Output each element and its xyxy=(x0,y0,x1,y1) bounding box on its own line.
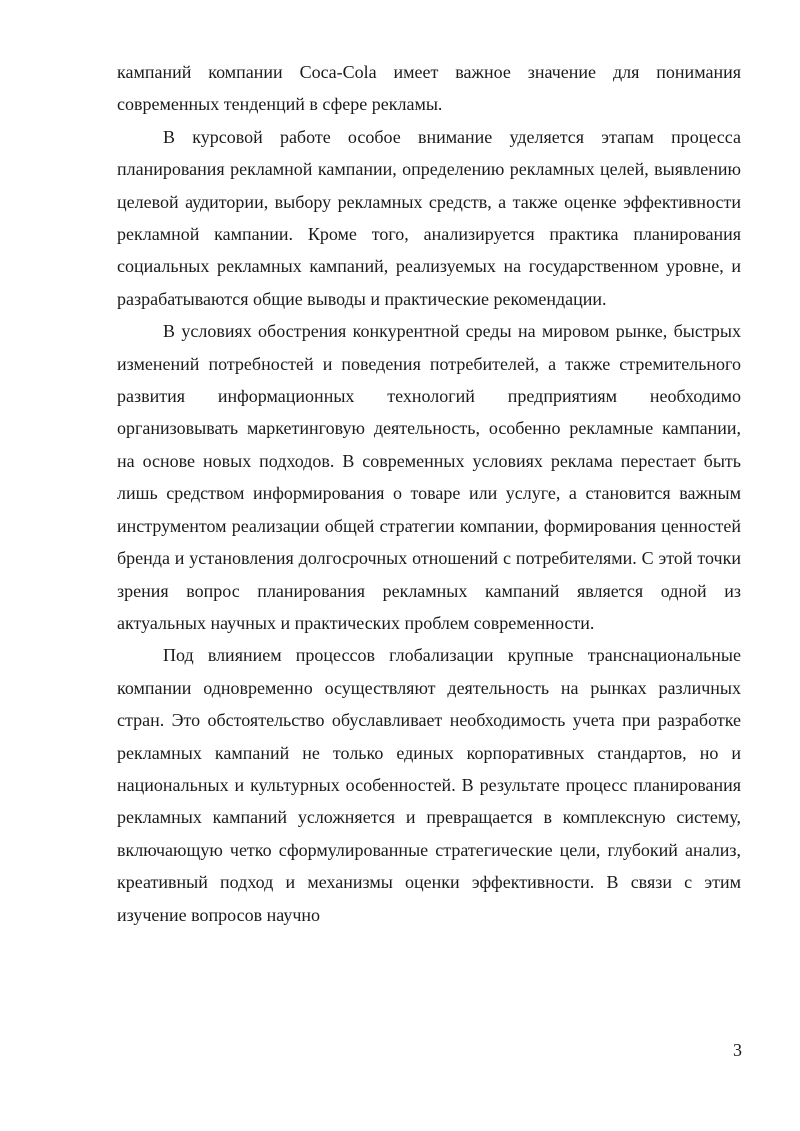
page-number: 3 xyxy=(733,1040,742,1060)
body-text xyxy=(117,56,741,931)
paragraph-continuation: кампаний компании Coca-Cola имеет важное значение для понимания современных тенденций в сфере рекламы. xyxy=(117,62,741,115)
paragraph-competitive-environment: В условиях обострения конкурентной среды на мировом рынке, быстрых изменений потребностей и поведения потребителей, а также стремительного развития информационных технологий предприятиям необходимо организовывать маркетинговую деятельность, особенно рекламные кампании, на основе новых подходов. В современных условиях реклама перестает быть лишь средством информирования о товаре или услуге, а становится важным инструментом реализации общей стратегии компании, формирования ценностей бренда и установления долгосрочных отношений с потребителями. С этой точки зрения вопрос планирования рекламных кампаний является одной из актуальных научных и практических проблем современности. xyxy=(117,321,741,633)
paragraph-coursework-focus: В курсовой работе особое внимание уделяется этапам процесса планирования рекламной кампании, определению рекламных целей, выявлению целевой аудитории, выбору рекламных средств, а также оценке эффективности рекламной кампании. Кроме того, анализируется практика планирования социальных рекламных кампаний, реализуемых на государственном уровне, и разрабатываются общие выводы и практические рекомендации. xyxy=(117,126,741,309)
paragraph-globalization: Под влиянием процессов глобализации крупные транснациональные компании одновременно осуществляют деятельность на рынках различных стран. Это обстоятельство обуславливает необходимость учета при разработке рекламных кампаний не только единых корпоративных стандартов, но и национальных и культурных особенностей. В результате процесс планирования рекламных кампаний усложняется и превращается в комплексную систему, включающую четко сформулированные стратегические цели, глубокий анализ, креативный подход и механизмы оценки эффективности. В связи с этим изучение вопросов научно xyxy=(117,645,741,925)
